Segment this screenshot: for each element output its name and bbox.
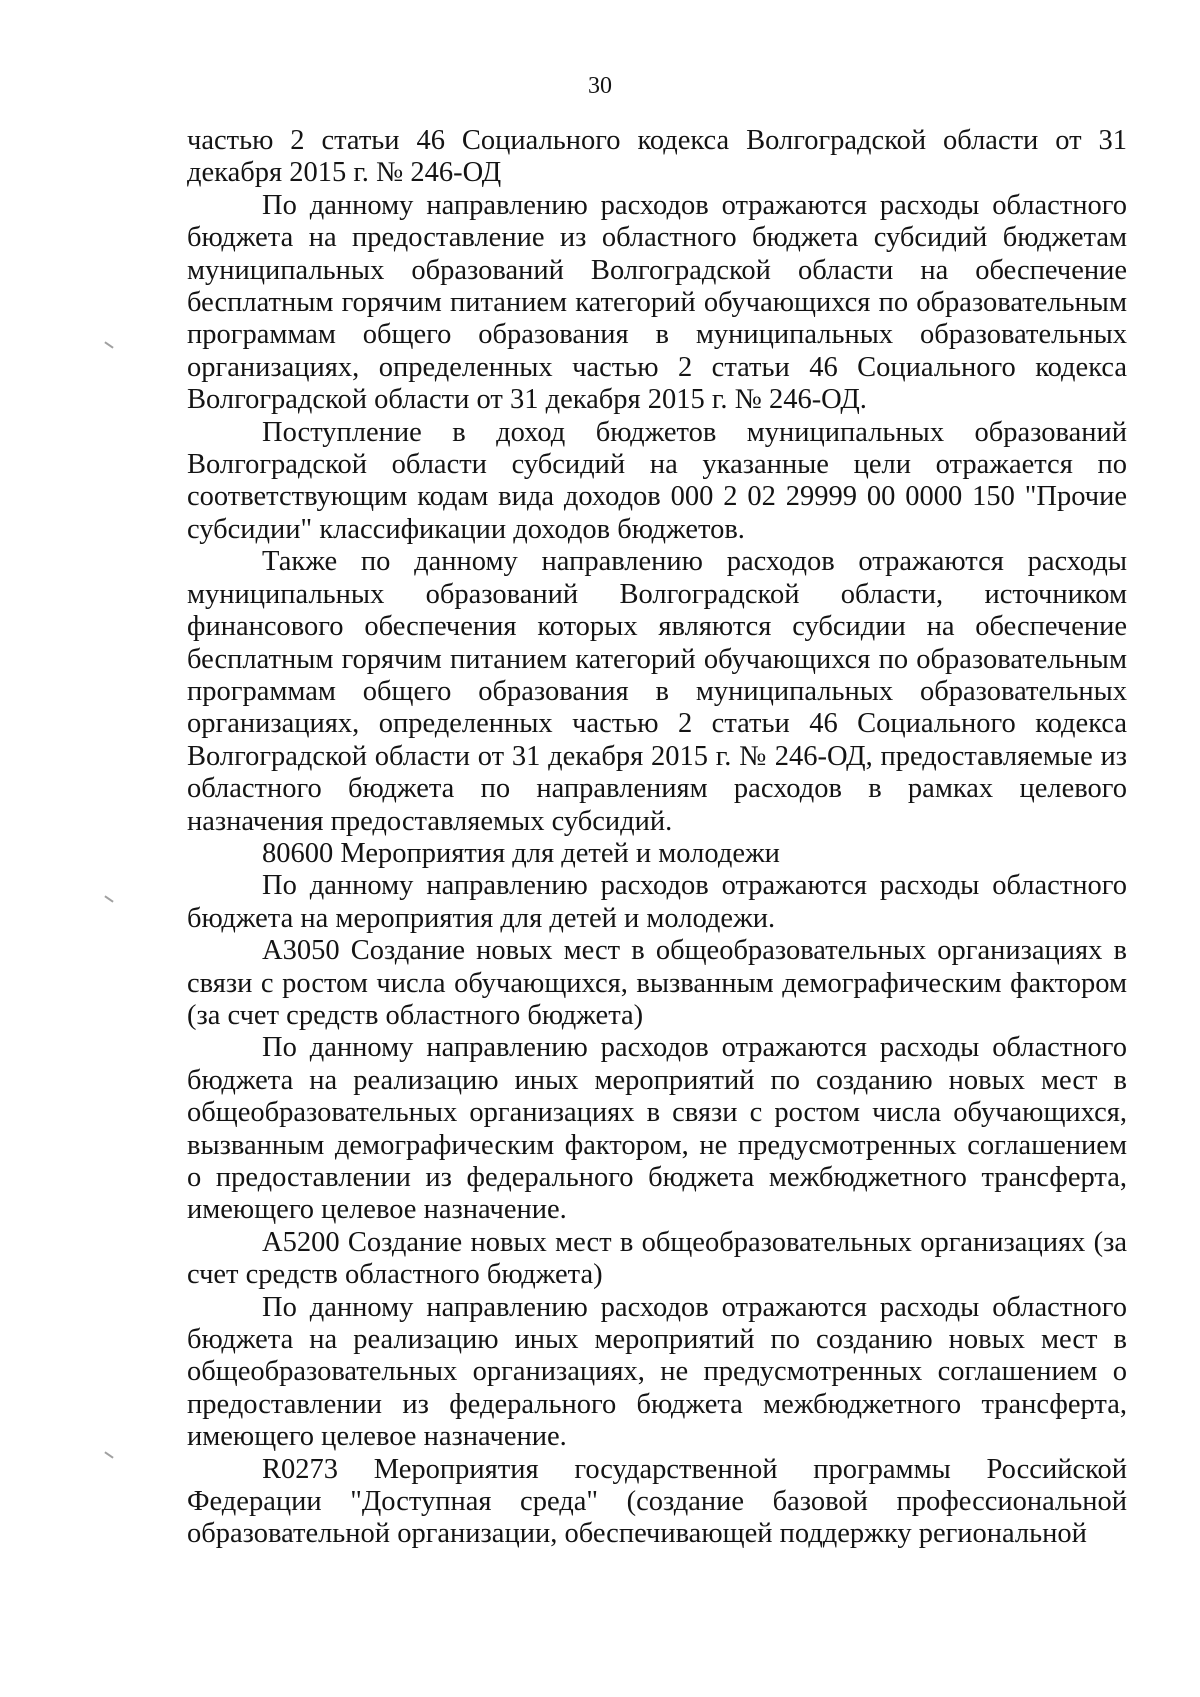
scan-speck	[104, 341, 113, 348]
paragraph: По данному направлению расходов отражаются расходы областного бюджета на мероприятия для детей и молодежи.	[187, 870, 1127, 934]
section-heading-a3050: А3050 Создание новых мест в общеобразовательных организациях в связи с ростом числа обучающихся, вызванным демографическим фактором (за счет средств областного бюджета)	[187, 935, 1127, 1031]
section-heading-a5200: А5200 Создание новых мест в общеобразовательных организациях (за счет средств областного бюджета)	[187, 1226, 1127, 1291]
document-body	[187, 125, 1127, 1551]
paragraph: Также по данному направлению расходов отражаются расходы муниципальных образований Волгоградской области, источником финансового обеспечения которых являются субсидии на обеспечение бесплатным горячим питанием категорий обучающихся по образовательным программам общего образования в муниципальных образовательных организациях, определенных частью 2 статьи 46 Социального кодекса Волгоградской области от 31 декабря 2015 г. № 246-ОД, предоставляемые из областного бюджета по направлениям расходов в рамках целевого назначения предоставляемых субсидий.	[187, 546, 1127, 837]
section-heading-r0273: R0273 Мероприятия государственной программы Российской Федерации "Доступная среда" (создание базовой профессиональной образовательной организации, обеспечивающей поддержку региональной	[187, 1453, 1127, 1550]
section-heading-80600: 80600 Мероприятия для детей и молодежи	[262, 837, 780, 869]
paragraph: По данному направлению расходов отражаются расходы областного бюджета на реализацию иных мероприятий по созданию новых мест в общеобразовательных организациях в связи с ростом числа обучающихся, вызванным демографическим фактором, не предусмотренных соглашением о предоставлении из федерального бюджета межбюджетного трансферта, имеющего целевое назначение.	[187, 1032, 1127, 1226]
paragraph: По данному направлению расходов отражаются расходы областного бюджета на реализацию иных мероприятий по созданию новых мест в общеобразовательных организациях, не предусмотренных соглашением о предоставлении из федерального бюджета межбюджетного трансферта, имеющего целевое назначение.	[187, 1291, 1127, 1453]
paragraph: По данному направлению расходов отражаются расходы областного бюджета на предоставление из областного бюджета субсидий бюджетам муниципальных образований Волгоградской области на обеспечение бесплатным горячим питанием категорий обучающихся по образовательным программам общего образования в муниципальных образовательных организациях, определенных частью 2 статьи 46 Социального кодекса Волгоградской области от 31 декабря 2015 г. № 246-ОД.	[187, 189, 1127, 416]
scan-speck	[104, 1451, 113, 1458]
scan-speck	[104, 895, 113, 902]
page-number: 30	[588, 73, 612, 99]
paragraph: Поступление в доход бюджетов муниципальных образований Волгоградской области субсидий на указанные цели отражается по соответствующим кодам вида доходов 000 2 02 29999 00 0000 150 "Прочие субсидии" классификации доходов бюджетов.	[187, 416, 1127, 545]
paragraph-continuation: частью 2 статьи 46 Социального кодекса Волгоградской области от 31 декабря 2015 г. № 246-ОД	[187, 125, 1127, 189]
